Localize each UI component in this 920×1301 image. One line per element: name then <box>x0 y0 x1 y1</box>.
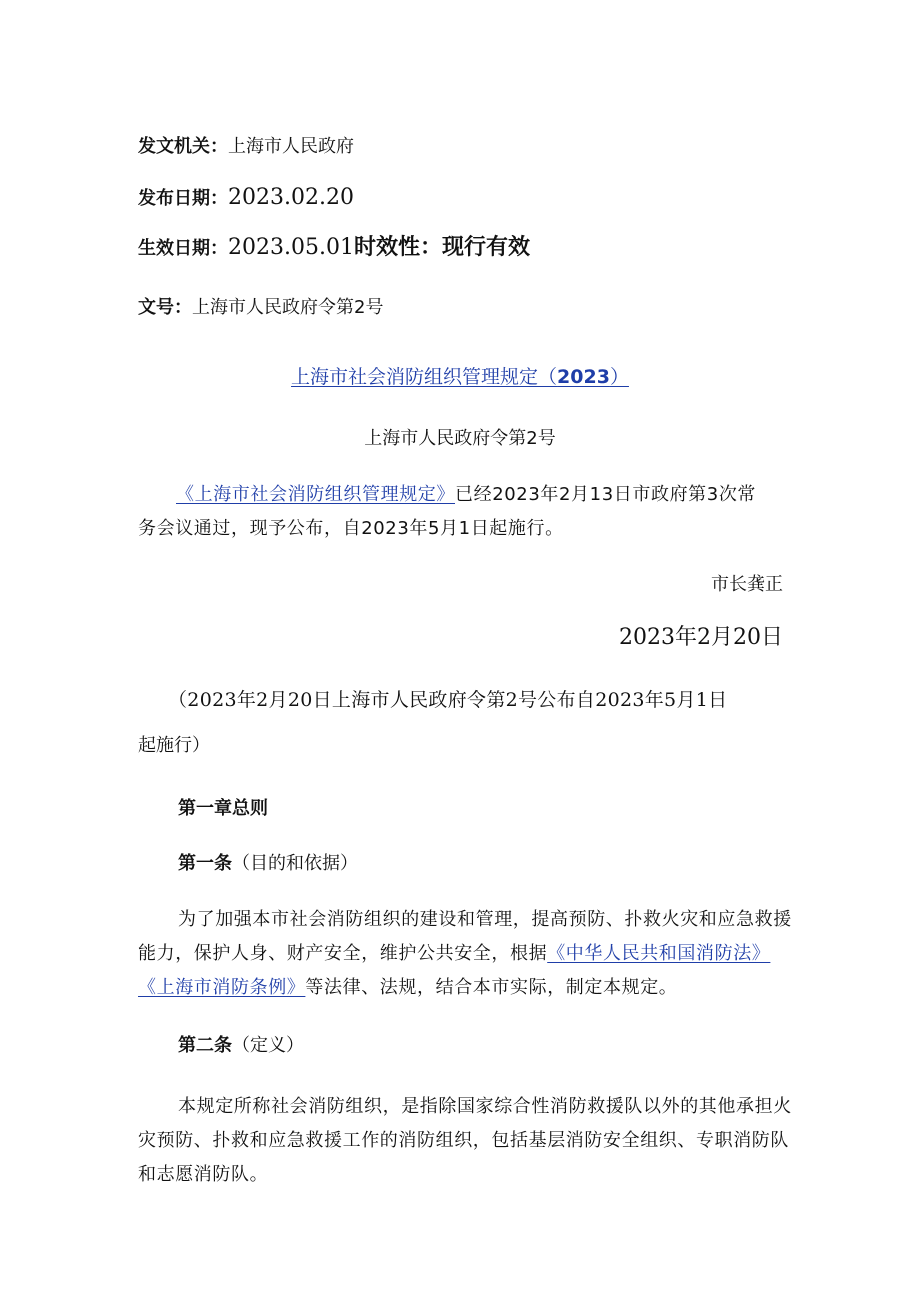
article-1-heading <box>178 852 358 876</box>
article-1-text-3: 等法律、法规，结合本市实际，制定本规定。 <box>305 977 678 998</box>
fire-law-link[interactable]: 《中华人民共和国消防法》 <box>547 943 771 964</box>
article-1-label: 第一条 <box>178 853 232 874</box>
validity-label: 时效性： <box>353 235 442 260</box>
article-1-subtitle: （目的和依据） <box>232 853 358 874</box>
announce-line-2: 务会议通过，现予公布，自2023年5月1日起施行。 <box>138 518 564 539</box>
meta-doc-no-row <box>138 296 383 320</box>
signer: 市长龚正 <box>711 574 783 595</box>
announce-line-1 <box>176 483 756 507</box>
chapter-heading: 第一章总则 <box>178 798 268 819</box>
sign-date: 2023年2月20日 <box>619 625 783 650</box>
article-2-line-1: 本规定所称社会消防组织，是指除国家综合性消防救援队以外的其他承担火 <box>178 1096 792 1117</box>
note-line-2: 起施行） <box>138 735 210 756</box>
effective-date-value: 2023.05.01 <box>228 235 354 260</box>
document-title-year: 2023 <box>557 366 610 388</box>
publish-date-label: 发布日期： <box>138 188 228 209</box>
article-1-text-2: 能力，保护人身、财产安全，维护公共安全，根据 <box>138 943 548 964</box>
document-title-row <box>0 365 920 390</box>
shanghai-fire-regulation-link[interactable]: 《上海市消防条例》 <box>138 977 306 998</box>
note-line-1: （2023年2月20日上海市人民政府令第2号公布自2023年5月1日 <box>168 689 728 711</box>
article-2-line-3: 和志愿消防队。 <box>138 1164 269 1185</box>
doc-no-value: 上海市人民政府令第2号 <box>192 297 384 318</box>
issuer-label: 发文机关： <box>138 136 228 157</box>
publish-date-value: 2023.02.20 <box>228 185 354 210</box>
article-2-label: 第二条 <box>178 1035 232 1056</box>
article-1-line-1: 为了加强本市社会消防组织的建设和管理，提高预防、扑救火灾和应急救援 <box>178 909 792 930</box>
validity-value: 现行有效 <box>441 235 530 260</box>
article-1-line-2 <box>138 942 770 966</box>
document-title-close: ） <box>609 366 629 388</box>
document-title: 上海市社会消防组织管理规定（ <box>291 366 558 388</box>
document-title-link[interactable] <box>291 366 629 388</box>
order-number: 上海市人民政府令第2号 <box>364 428 556 449</box>
meta-publish-date-row <box>138 184 354 212</box>
article-2-heading <box>178 1034 304 1058</box>
effective-date-label: 生效日期： <box>138 238 228 259</box>
doc-no-label: 文号： <box>138 297 192 318</box>
meta-issuer-row <box>138 135 354 159</box>
article-1-line-3 <box>138 976 677 1000</box>
article-2-subtitle: （定义） <box>232 1035 304 1056</box>
meta-effective-row <box>138 234 530 262</box>
article-2-line-2: 灾预防、扑救和应急救援工作的消防组织，包括基层消防安全组织、专职消防队 <box>138 1130 789 1151</box>
announce-regulation-link[interactable]: 《上海市社会消防组织管理规定》 <box>176 484 455 505</box>
issuer-value: 上海市人民政府 <box>228 136 354 157</box>
announce-text-1: 已经2023年2月13日市政府第3次常 <box>455 484 757 505</box>
